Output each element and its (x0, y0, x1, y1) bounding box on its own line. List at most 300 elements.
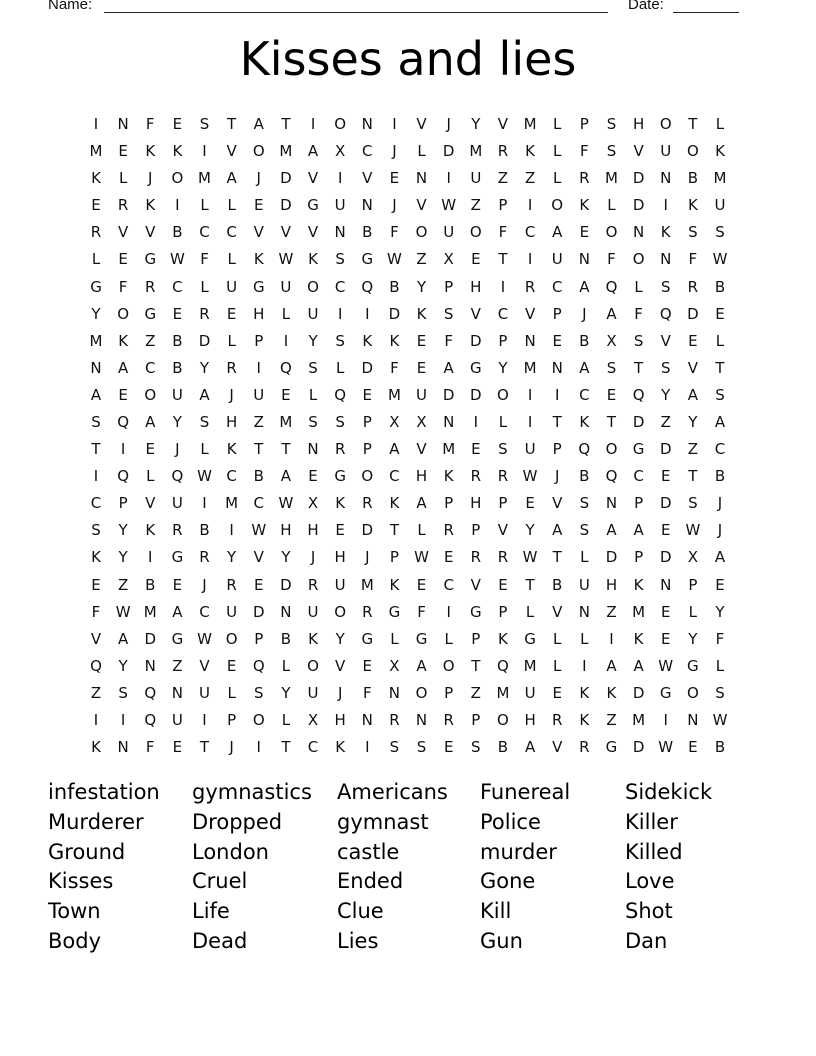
grid-letter[interactable]: R (470, 548, 482, 567)
grid-letter[interactable]: O (497, 385, 509, 404)
grid-letter[interactable]: I (500, 277, 506, 296)
grid-letter[interactable]: O (659, 115, 672, 133)
grid-letter[interactable]: B (362, 223, 373, 242)
grid-letter[interactable]: I (283, 331, 289, 350)
grid-letter[interactable]: I (446, 169, 451, 188)
grid-letter[interactable]: R (117, 196, 129, 215)
grid-letter[interactable]: P (498, 494, 508, 513)
grid-letter[interactable]: Z (416, 250, 427, 269)
grid-letter[interactable]: O (632, 250, 645, 269)
grid-letter[interactable]: E (254, 196, 264, 215)
grid-letter[interactable]: N (144, 656, 156, 675)
grid-letter[interactable]: L (227, 331, 236, 350)
grid-letter[interactable]: T (552, 548, 562, 567)
grid-letter[interactable]: E (715, 304, 725, 323)
grid-letter[interactable]: U (280, 277, 292, 296)
grid-letter[interactable]: P (471, 629, 481, 648)
grid-letter[interactable]: S (471, 738, 481, 757)
grid-letter[interactable]: N (90, 358, 102, 377)
grid-letter[interactable]: L (227, 250, 236, 269)
grid-letter[interactable]: R (172, 521, 183, 540)
grid-letter[interactable]: C (199, 602, 210, 621)
grid-letter[interactable]: N (388, 683, 401, 702)
grid-letter[interactable]: M (198, 169, 211, 188)
grid-letter[interactable]: M (143, 602, 157, 621)
grid-letter[interactable]: V (552, 494, 563, 513)
grid-letter[interactable]: R (524, 277, 536, 296)
grid-letter[interactable]: Q (280, 358, 292, 377)
grid-letter[interactable]: T (606, 412, 617, 431)
grid-letter[interactable]: W (197, 467, 212, 486)
grid-letter[interactable]: T (91, 440, 101, 459)
grid-letter[interactable]: K (633, 575, 644, 594)
grid-letter[interactable]: Z (497, 169, 509, 188)
grid-letter[interactable]: C (524, 223, 536, 242)
grid-letter[interactable]: G (252, 277, 265, 296)
grid-letter[interactable]: D (388, 304, 401, 323)
grid-letter[interactable]: D (687, 304, 699, 323)
grid-letter[interactable]: G (470, 602, 482, 621)
grid-letter[interactable]: C (389, 467, 400, 486)
grid-letter[interactable]: Y (281, 683, 291, 702)
grid-letter[interactable]: G (415, 629, 428, 648)
grid-letter[interactable]: R (389, 710, 400, 729)
grid-letter[interactable]: G (307, 196, 319, 215)
grid-letter[interactable]: M (496, 683, 510, 702)
grid-letter[interactable]: E (552, 683, 562, 702)
grid-letter[interactable]: Y (91, 304, 101, 323)
grid-letter[interactable]: K (118, 331, 129, 350)
grid-letter[interactable]: D (442, 142, 455, 161)
grid-letter[interactable]: C (226, 223, 237, 242)
grid-letter[interactable]: G (171, 629, 184, 648)
grid-letter[interactable]: E (660, 602, 671, 621)
grid-letter[interactable]: P (444, 277, 454, 296)
grid-letter[interactable]: Y (715, 602, 725, 621)
grid-letter[interactable]: S (91, 412, 101, 431)
grid-letter[interactable]: E (416, 331, 427, 350)
grid-letter[interactable]: V (633, 142, 644, 161)
grid-letter[interactable]: Q (117, 412, 130, 431)
grid-letter[interactable]: S (715, 683, 725, 702)
grid-letter[interactable]: E (688, 331, 698, 350)
grid-letter[interactable]: V (362, 169, 373, 188)
grid-letter[interactable]: S (91, 521, 101, 540)
grid-letter[interactable]: V (253, 548, 264, 567)
grid-letter[interactable]: M (360, 575, 374, 594)
grid-letter[interactable]: E (389, 169, 400, 188)
grid-letter[interactable]: U (660, 142, 672, 161)
grid-letter[interactable]: Y (335, 629, 345, 648)
grid-letter[interactable]: V (253, 223, 264, 242)
grid-letter[interactable]: C (714, 440, 726, 459)
grid-letter[interactable]: H (605, 575, 618, 594)
grid-letter[interactable]: V (199, 656, 210, 675)
grid-letter[interactable]: G (524, 629, 536, 648)
grid-letter[interactable]: S (606, 358, 617, 377)
grid-letter[interactable]: L (553, 115, 562, 133)
grid-letter[interactable]: U (171, 710, 183, 729)
grid-letter[interactable]: Q (659, 304, 672, 323)
grid-letter[interactable]: F (417, 602, 426, 621)
grid-letter[interactable]: L (580, 548, 589, 567)
grid-letter[interactable]: A (416, 656, 427, 675)
grid-letter[interactable]: P (362, 440, 372, 459)
grid-letter[interactable]: P (227, 710, 237, 729)
grid-letter[interactable]: U (334, 196, 346, 215)
grid-letter[interactable]: R (90, 223, 102, 242)
grid-letter[interactable]: I (663, 710, 668, 729)
grid-letter[interactable]: V (307, 223, 319, 242)
grid-letter[interactable]: E (471, 250, 481, 269)
grid-letter[interactable]: D (280, 169, 292, 188)
grid-letter[interactable]: J (202, 575, 207, 594)
grid-letter[interactable]: C (497, 304, 509, 323)
grid-letter[interactable]: T (688, 115, 698, 133)
grid-letter[interactable]: S (660, 277, 671, 296)
grid-letter[interactable]: G (361, 250, 374, 269)
grid-letter[interactable]: H (280, 521, 292, 540)
grid-letter[interactable]: E (281, 385, 291, 404)
grid-letter[interactable]: J (175, 440, 180, 459)
grid-letter[interactable]: O (307, 656, 319, 675)
grid-letter[interactable]: C (443, 575, 454, 594)
grid-letter[interactable]: P (254, 331, 264, 350)
grid-letter[interactable]: M (279, 412, 293, 431)
grid-letter[interactable]: P (118, 494, 128, 513)
grid-letter[interactable]: E (172, 575, 183, 594)
grid-letter[interactable]: Y (118, 548, 128, 567)
grid-letter[interactable]: N (660, 575, 672, 594)
grid-letter[interactable]: W (441, 196, 457, 215)
grid-letter[interactable]: S (498, 440, 508, 459)
grid-letter[interactable]: U (307, 602, 319, 621)
grid-letter[interactable]: A (117, 358, 129, 377)
grid-letter[interactable]: L (200, 440, 209, 459)
grid-letter[interactable]: U (199, 683, 210, 702)
grid-letter[interactable]: O (686, 683, 699, 702)
grid-letter[interactable]: O (415, 683, 428, 702)
grid-letter[interactable]: E (118, 142, 128, 161)
grid-letter[interactable]: T (525, 575, 535, 594)
grid-letter[interactable]: H (307, 521, 319, 540)
grid-letter[interactable]: M (632, 710, 646, 729)
grid-letter[interactable]: F (91, 602, 101, 621)
grid-letter[interactable]: D (361, 358, 374, 377)
grid-letter[interactable]: L (227, 683, 236, 702)
grid-letter[interactable]: F (118, 277, 128, 296)
grid-letter[interactable]: Q (497, 656, 509, 675)
grid-letter[interactable]: U (226, 277, 238, 296)
grid-letter[interactable]: L (281, 656, 291, 675)
grid-letter[interactable]: H (470, 494, 482, 513)
grid-letter[interactable]: R (579, 169, 590, 188)
grid-letter[interactable]: E (660, 629, 671, 648)
grid-letter[interactable]: N (334, 223, 346, 242)
grid-letter[interactable]: S (389, 738, 400, 757)
grid-letter[interactable]: I (527, 412, 533, 431)
grid-letter[interactable]: T (199, 738, 210, 757)
grid-letter[interactable]: V (552, 738, 563, 757)
grid-letter[interactable]: G (334, 467, 346, 486)
grid-letter[interactable]: U (714, 196, 726, 215)
grid-letter[interactable]: D (198, 331, 211, 350)
grid-letter[interactable]: O (307, 277, 319, 296)
grid-letter[interactable]: F (145, 738, 155, 757)
grid-letter[interactable]: S (308, 358, 318, 377)
grid-letter[interactable]: D (144, 629, 157, 648)
grid-letter[interactable]: L (607, 196, 616, 215)
grid-letter[interactable]: G (171, 548, 184, 567)
grid-letter[interactable]: Y (525, 521, 535, 540)
grid-letter[interactable]: K (389, 494, 400, 513)
grid-letter[interactable]: V (416, 115, 427, 133)
grid-letter[interactable]: T (281, 738, 291, 757)
grid-letter[interactable]: E (226, 304, 237, 323)
grid-letter[interactable]: E (552, 331, 562, 350)
grid-letter[interactable]: A (633, 656, 644, 675)
grid-letter[interactable]: P (688, 575, 698, 594)
grid-letter[interactable]: A (389, 440, 400, 459)
grid-letter[interactable]: B (253, 467, 264, 486)
grid-letter[interactable]: K (579, 196, 590, 215)
grid-letter[interactable]: U (551, 250, 563, 269)
grid-letter[interactable]: A (199, 385, 210, 404)
grid-letter[interactable]: K (91, 548, 101, 567)
grid-letter[interactable]: V (335, 656, 346, 675)
grid-letter[interactable]: Y (172, 412, 182, 431)
grid-letter[interactable]: Z (90, 683, 102, 702)
grid-letter[interactable]: O (144, 385, 157, 404)
grid-letter[interactable]: A (606, 304, 617, 323)
grid-letter[interactable]: V (145, 223, 156, 242)
grid-letter[interactable]: Y (688, 412, 698, 431)
grid-letter[interactable]: B (172, 331, 183, 350)
grid-letter[interactable]: C (307, 738, 319, 757)
grid-letter[interactable]: T (281, 440, 291, 459)
grid-letter[interactable]: A (714, 412, 726, 431)
grid-letter[interactable]: H (334, 710, 346, 729)
grid-letter[interactable]: E (443, 738, 454, 757)
grid-letter[interactable]: L (688, 602, 698, 621)
grid-letter[interactable]: L (200, 277, 209, 296)
grid-letter[interactable]: X (416, 412, 427, 431)
grid-letter[interactable]: A (117, 629, 129, 648)
grid-letter[interactable]: K (172, 142, 183, 161)
grid-letter[interactable]: N (632, 223, 645, 242)
grid-letter[interactable]: K (715, 142, 725, 161)
grid-letter[interactable]: Q (605, 277, 618, 296)
grid-letter[interactable]: O (551, 196, 564, 215)
grid-letter[interactable]: T (688, 467, 698, 486)
grid-letter[interactable]: E (443, 548, 454, 567)
grid-letter[interactable]: G (144, 304, 157, 323)
grid-letter[interactable]: D (361, 521, 374, 540)
grid-letter[interactable]: E (226, 656, 237, 675)
grid-letter[interactable]: E (91, 196, 101, 215)
grid-letter[interactable]: D (470, 385, 482, 404)
grid-letter[interactable]: K (91, 169, 101, 188)
grid-letter[interactable]: E (579, 223, 590, 242)
grid-letter[interactable]: W (169, 250, 185, 269)
grid-letter[interactable]: O (415, 223, 428, 242)
grid-letter[interactable]: L (715, 115, 725, 133)
grid-letter[interactable]: C (579, 385, 590, 404)
grid-letter[interactable]: D (659, 548, 672, 567)
grid-letter[interactable]: R (470, 467, 482, 486)
grid-letter[interactable]: K (308, 250, 318, 269)
grid-letter[interactable]: R (334, 440, 346, 459)
grid-letter[interactable]: D (632, 738, 645, 757)
grid-letter[interactable]: P (498, 331, 508, 350)
grid-letter[interactable]: R (497, 142, 509, 161)
grid-letter[interactable]: E (308, 467, 318, 486)
grid-letter[interactable]: O (225, 629, 238, 648)
grid-letter[interactable]: R (443, 710, 454, 729)
grid-letter[interactable]: Z (117, 575, 129, 594)
grid-letter[interactable]: P (254, 629, 264, 648)
grid-letter[interactable]: V (416, 196, 427, 215)
grid-letter[interactable]: J (229, 385, 234, 404)
grid-letter[interactable]: V (226, 142, 237, 161)
grid-letter[interactable]: I (120, 440, 126, 459)
grid-letter[interactable]: M (279, 142, 293, 161)
grid-letter[interactable]: U (171, 385, 183, 404)
grid-letter[interactable]: W (278, 250, 294, 269)
grid-letter[interactable]: B (199, 521, 210, 540)
grid-letter[interactable]: Y (281, 548, 291, 567)
grid-letter[interactable]: S (606, 142, 617, 161)
grid-letter[interactable]: Q (632, 385, 645, 404)
grid-letter[interactable]: U (226, 602, 238, 621)
grid-letter[interactable]: J (392, 142, 397, 161)
grid-letter[interactable]: U (578, 575, 590, 594)
grid-letter[interactable]: I (202, 710, 207, 729)
grid-letter[interactable]: Z (606, 710, 617, 729)
grid-letter[interactable]: E (416, 358, 427, 377)
grid-letter[interactable]: I (148, 548, 153, 567)
grid-letter[interactable]: D (659, 440, 672, 459)
grid-letter[interactable]: A (172, 602, 183, 621)
grid-letter[interactable]: Q (252, 656, 265, 675)
grid-letter[interactable]: N (551, 358, 563, 377)
grid-letter[interactable]: N (171, 683, 183, 702)
grid-letter[interactable]: V (280, 223, 292, 242)
grid-letter[interactable]: L (335, 358, 345, 377)
grid-letter[interactable]: X (687, 548, 698, 567)
grid-letter[interactable]: J (256, 169, 261, 188)
grid-letter[interactable]: R (551, 710, 563, 729)
grid-letter[interactable]: M (89, 142, 103, 161)
grid-letter[interactable]: L (553, 142, 562, 161)
grid-letter[interactable]: N (605, 494, 618, 513)
grid-letter[interactable]: B (497, 738, 509, 757)
grid-letter[interactable]: K (579, 412, 590, 431)
grid-letter[interactable]: W (522, 467, 538, 486)
grid-letter[interactable]: C (334, 277, 346, 296)
grid-letter[interactable]: T (471, 656, 481, 675)
grid-letter[interactable]: B (714, 467, 726, 486)
grid-letter[interactable]: D (470, 331, 482, 350)
grid-letter[interactable]: L (634, 277, 643, 296)
grid-letter[interactable]: U (416, 385, 428, 404)
grid-letter[interactable]: I (473, 412, 479, 431)
grid-letter[interactable]: S (335, 331, 345, 350)
grid-letter[interactable]: P (634, 548, 644, 567)
grid-letter[interactable]: A (145, 412, 156, 431)
grid-letter[interactable]: E (688, 738, 698, 757)
grid-letter[interactable]: F (634, 304, 643, 323)
grid-letter[interactable]: K (416, 304, 427, 323)
grid-letter[interactable]: I (365, 304, 370, 323)
grid-letter[interactable]: O (497, 710, 509, 729)
grid-letter[interactable]: O (334, 602, 347, 621)
grid-letter[interactable]: V (660, 331, 671, 350)
grid-letter[interactable]: R (362, 602, 373, 621)
grid-letter[interactable]: S (308, 412, 318, 431)
grid-letter[interactable]: K (687, 196, 698, 215)
grid-letter[interactable]: H (253, 304, 265, 323)
grid-letter[interactable]: D (632, 412, 645, 431)
grid-letter[interactable]: P (444, 683, 454, 702)
grid-letter[interactable]: E (471, 440, 481, 459)
grid-letter[interactable]: U (470, 169, 482, 188)
grid-letter[interactable]: U (443, 223, 455, 242)
grid-letter[interactable]: A (606, 656, 617, 675)
grid-letter[interactable]: F (200, 250, 209, 269)
grid-letter[interactable]: N (415, 169, 428, 188)
grid-letter[interactable]: Y (688, 629, 698, 648)
grid-letter[interactable]: I (256, 358, 261, 377)
grid-letter[interactable]: U (171, 494, 183, 513)
grid-letter[interactable]: C (226, 467, 237, 486)
grid-letter[interactable]: V (524, 304, 536, 323)
grid-letter[interactable]: C (90, 494, 102, 513)
grid-letter[interactable]: E (172, 304, 183, 323)
grid-letter[interactable]: B (145, 575, 156, 594)
grid-letter[interactable]: W (712, 710, 728, 729)
grid-letter[interactable]: K (253, 250, 264, 269)
grid-letter[interactable]: Z (660, 412, 671, 431)
grid-letter[interactable]: C (145, 358, 156, 377)
grid-letter[interactable]: Q (578, 440, 591, 459)
grid-letter[interactable]: I (337, 304, 343, 323)
grid-letter[interactable]: V (687, 358, 698, 377)
grid-letter[interactable]: K (579, 683, 590, 702)
grid-letter[interactable]: V (416, 440, 427, 459)
grid-letter[interactable]: E (335, 521, 345, 540)
grid-letter[interactable]: U (307, 683, 319, 702)
grid-letter[interactable]: B (552, 575, 563, 594)
grid-letter[interactable]: C (633, 467, 644, 486)
grid-letter[interactable]: Z (172, 656, 183, 675)
grid-letter[interactable]: P (579, 115, 589, 133)
grid-letter[interactable]: L (553, 656, 562, 675)
grid-letter[interactable]: G (605, 738, 618, 757)
grid-letter[interactable]: D (632, 169, 645, 188)
grid-letter[interactable]: T (498, 250, 508, 269)
grid-letter[interactable]: O (171, 169, 184, 188)
grid-letter[interactable]: Q (605, 467, 618, 486)
grid-letter[interactable]: K (443, 467, 454, 486)
grid-letter[interactable]: I (93, 467, 99, 486)
grid-letter[interactable]: L (525, 602, 535, 621)
grid-letter[interactable]: J (582, 304, 587, 323)
grid-letter[interactable]: S (335, 250, 345, 269)
grid-letter[interactable]: W (414, 548, 429, 567)
grid-letter[interactable]: I (392, 115, 397, 133)
grid-letter[interactable]: S (633, 331, 644, 350)
